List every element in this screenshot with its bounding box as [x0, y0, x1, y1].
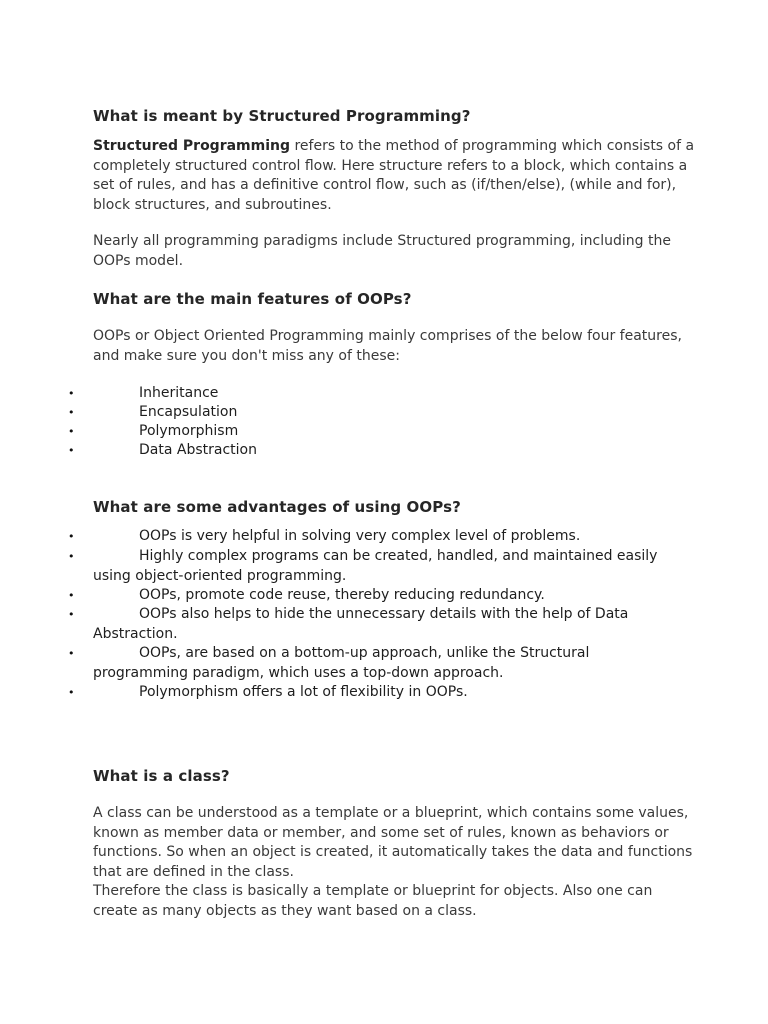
- bullet-icon: •: [68, 550, 75, 563]
- text-line: and make sure you don't miss any of these:: [93, 347, 400, 364]
- bullet-icon: •: [68, 406, 75, 419]
- text-line: completely structured control flow. Here structure refers to a block, which contains a: [93, 157, 688, 174]
- text-line: known as member data or member, and some set of rules, known as behaviors or: [93, 824, 669, 841]
- text-line: Nearly all programming paradigms include Structured programming, including the: [93, 233, 671, 249]
- text-line: OOPs or Object Oriented Programming mainly comprises of the below four features,: [93, 328, 682, 344]
- text-line: Therefore the class is basically a template or blueprint for objects. Also one can: [93, 883, 653, 899]
- text-line: refers to the method of programming which consists of a: [290, 138, 695, 154]
- paragraph-paradigms: [93, 232, 693, 271]
- bullet-icon: •: [68, 589, 75, 602]
- bullet-icon: •: [68, 608, 75, 621]
- bullet-icon: •: [68, 425, 75, 438]
- text-line: A class can be understood as a template or a blueprint, which contains some values,: [93, 805, 689, 821]
- document-page: What is meant by Structured Programming? Structured Programming refers to the method of programming which consists of a completely structured control flow. Here structure refers to a block, which contains a set of rules, and has a definitive control flow, such as (if/then/else), (while and for), block structures, and subroutines. Nearly all programming paradigms include Structured programming, including the OOPs model. What are the main features of OOPs? OOPs or Object Oriented Programming mainly comprises of the below four features, and make sure you don't miss any of these: • Inheritance • Encapsulation • Polymorphism • Data Abstraction What are some advantages of using OOPs? • OOPs is very helpful in solving very complex level of problems. • Highly complex programs can be created, handled, and maintained easily using object-oriented programming. • OOPs, promote code reuse, thereby reducing redundancy. • OOPs also helps to hide the unnecessary details with the help of Data Abstraction. • OOPs, are based on a bottom-up approach, unlike the Structural programming paradigm, which uses a top-down approach. • Polymorphism offers a lot of flexibility in OOPs. What is a class? A class can be understood as a template or a blueprint, which contains some values, known as member data or member, and some set of rules, known as behaviors or functions. So when an object is created, it automatically takes the data and functions that are defined in the class. Therefore the class is basically a template or blueprint for objects. Also one can create as many objects as they want based on a class.: [0, 0, 768, 1024]
- heading-oops-advantages: What are some advantages of using OOPs?: [93, 498, 461, 516]
- bold-term: Structured Programming: [93, 138, 291, 154]
- text-line: functions. So when an object is created, it automatically takes the data and functions: [93, 844, 693, 860]
- bullet-icon: •: [68, 686, 75, 699]
- paragraph-class: [93, 804, 693, 921]
- paragraph-structured-programming: [93, 137, 693, 215]
- text-line: that are defined in the class.: [93, 863, 294, 880]
- text-line: create as many objects as they want based on a class.: [93, 902, 477, 919]
- heading-what-is-class: What is a class?: [93, 767, 230, 785]
- heading-structured-programming: What is meant by Structured Programming?: [93, 107, 471, 125]
- bullet-icon: •: [68, 647, 75, 660]
- heading-oops-features: What are the main features of OOPs?: [93, 290, 412, 308]
- paragraph-oops-features: [93, 327, 693, 366]
- text-line: set of rules, and has a definitive control flow, such as (if/then/else), (while and for),: [93, 177, 677, 193]
- bullet-icon: •: [68, 444, 75, 457]
- bullet-icon: •: [68, 530, 75, 543]
- text-line: block structures, and subroutines.: [93, 196, 332, 213]
- bullet-icon: •: [68, 387, 75, 400]
- text-line: OOPs model.: [93, 252, 184, 269]
